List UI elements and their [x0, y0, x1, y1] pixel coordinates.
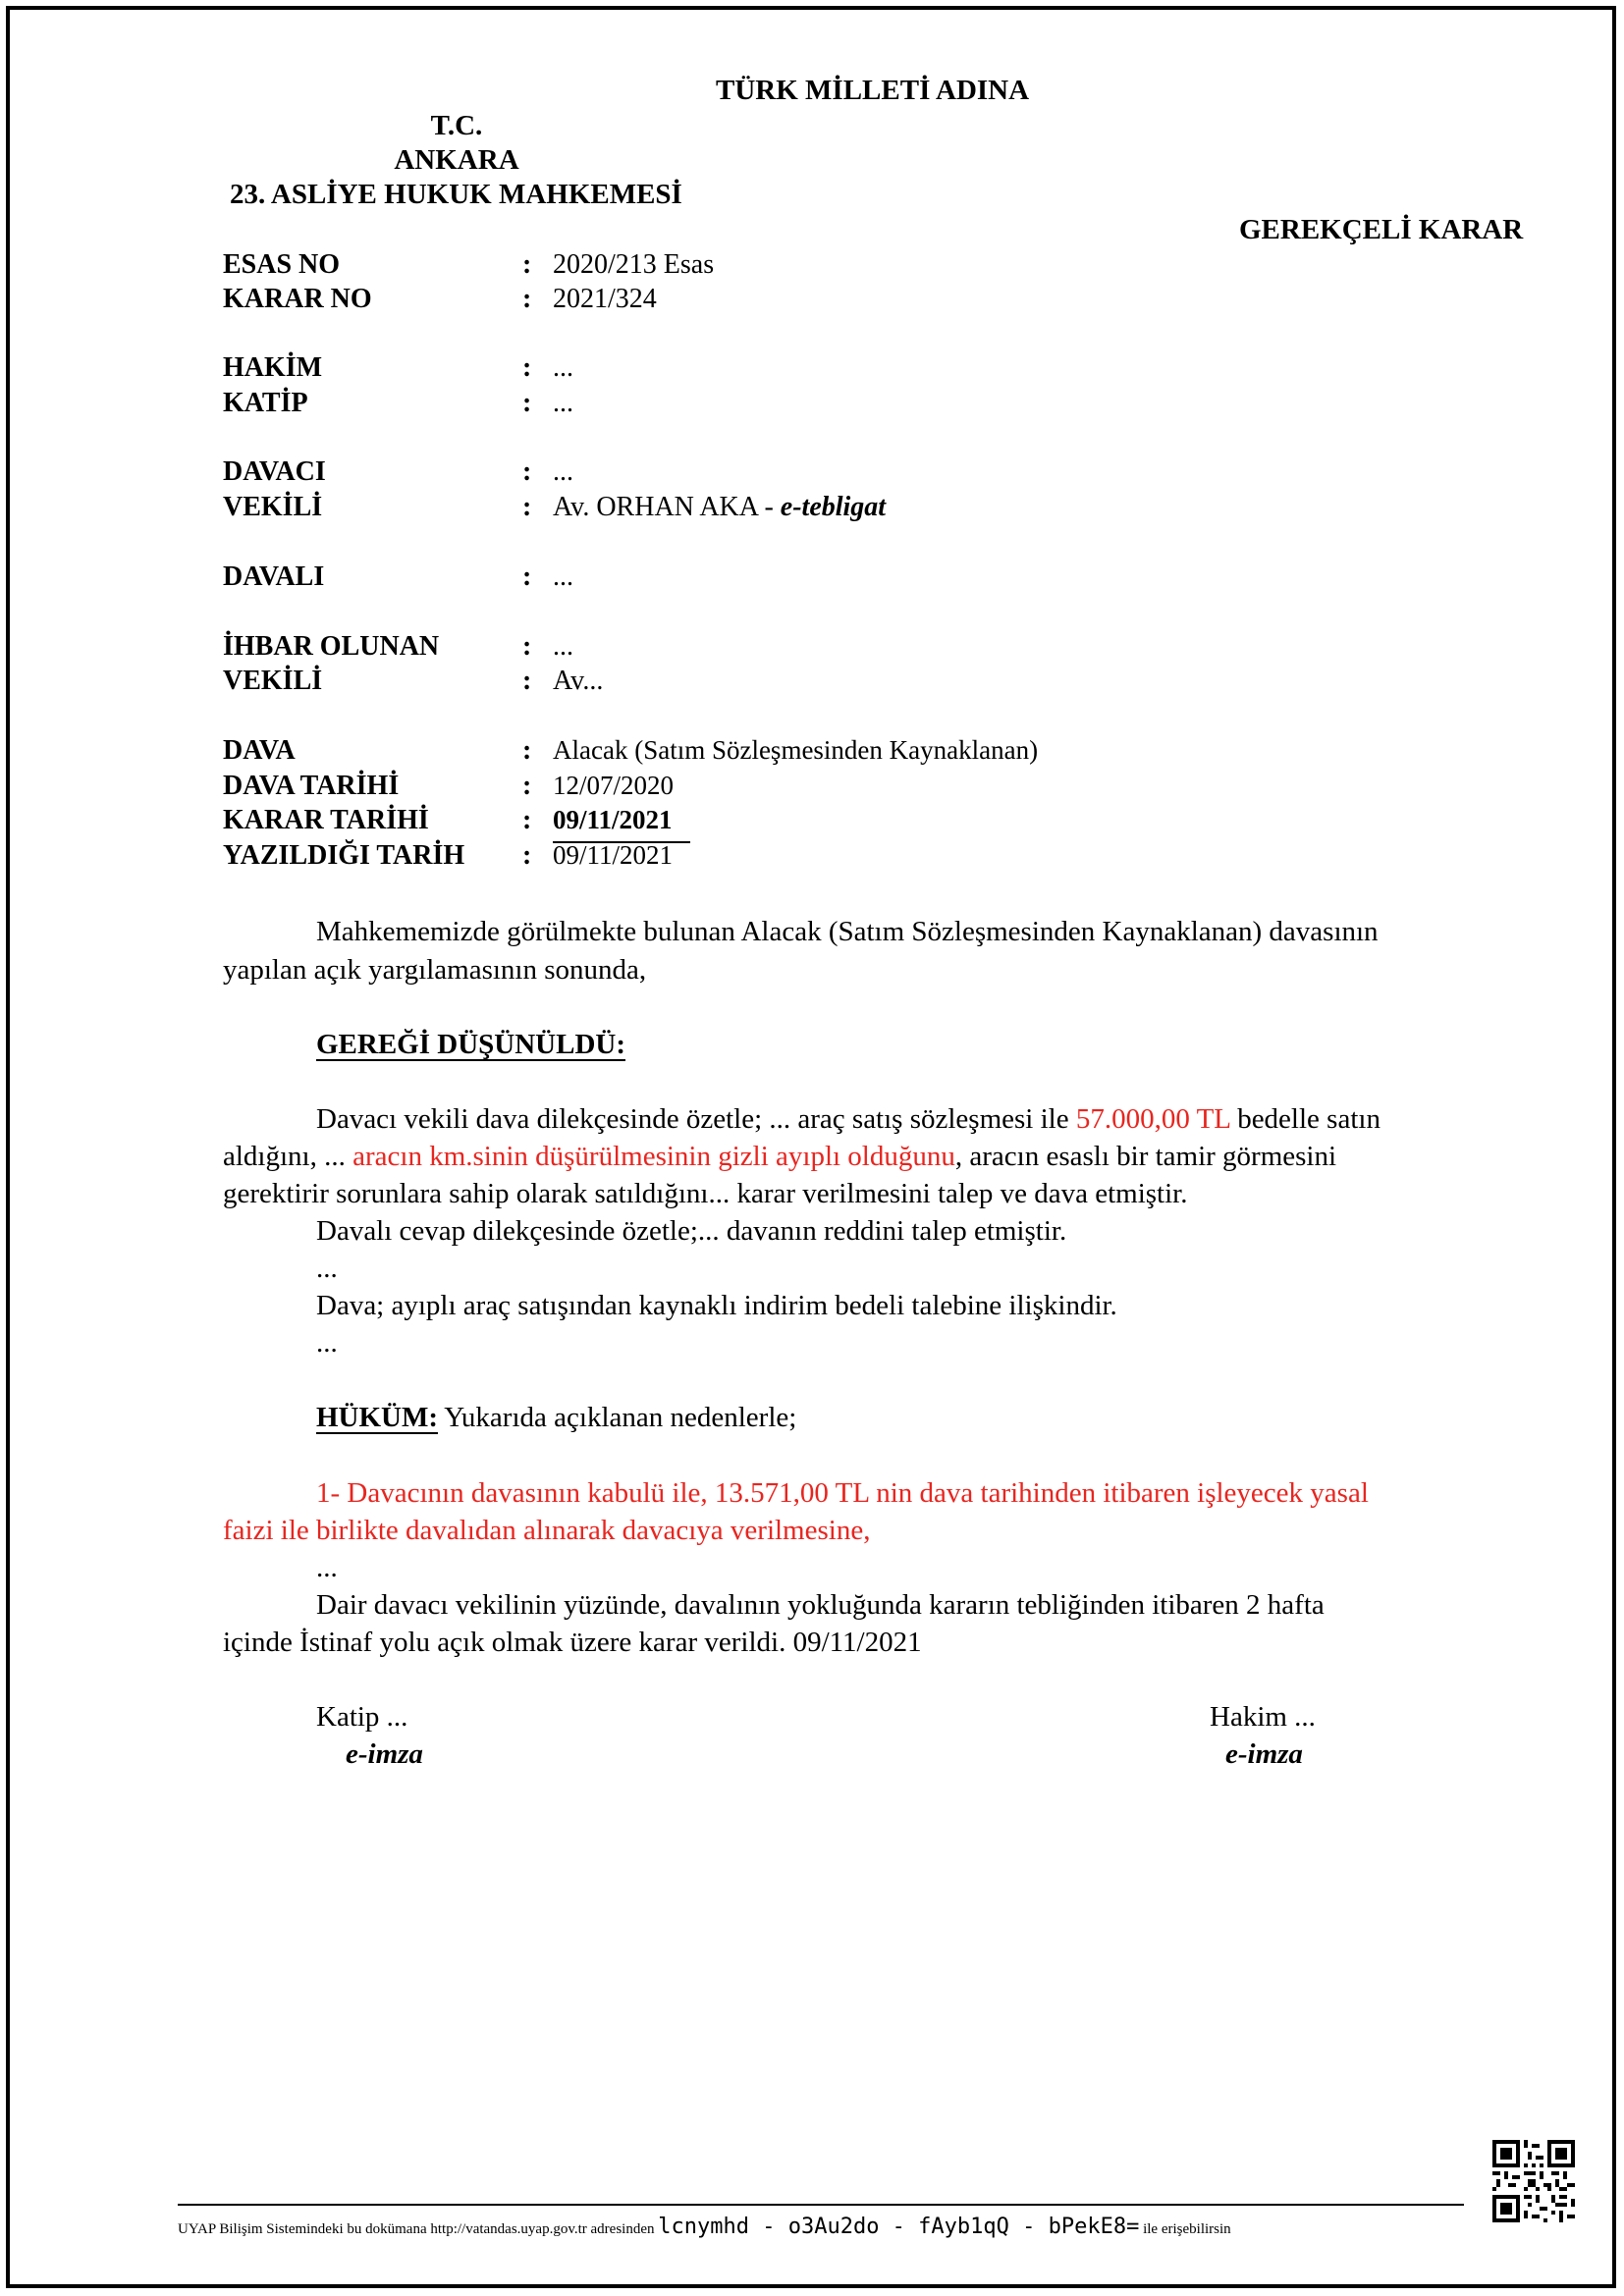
- karar-tarihi-value: 09/11/2021: [553, 805, 673, 834]
- colon: :: [522, 561, 532, 592]
- ellipsis: ...: [316, 1327, 338, 1359]
- ellipsis: ...: [316, 1552, 338, 1583]
- footer-text: UYAP Bilişim Sistemindeki bu dokümana http://vatandas.uyap.gov.tr adresinden: [178, 2221, 659, 2237]
- colon: :: [522, 840, 532, 871]
- footer-text: ile erişebilirsin: [1139, 2221, 1231, 2237]
- claim-line-3: gerektirir sorunlara sahip olarak satıldığını... karar verilmesini talep ve dava etmiştir.: [223, 1178, 1188, 1209]
- colon: :: [522, 805, 532, 835]
- ihbar-olunan-label: İHBAR OLUNAN: [223, 631, 440, 662]
- footer-rule: [178, 2204, 1464, 2206]
- hakim-e-imza: e-imza: [1225, 1738, 1303, 1770]
- court-name: 23. ASLİYE HUKUK MAHKEMESİ: [230, 179, 682, 210]
- davali-label: DAVALI: [223, 561, 325, 592]
- vekili-label: VEKİLİ: [223, 492, 323, 522]
- city-label: ANKARA: [394, 144, 519, 176]
- nation-title: TÜRK MİLLETİ ADINA: [716, 75, 1030, 106]
- yazildigi-tarih-label: YAZILDIĞI TARİH: [223, 840, 465, 871]
- gerei-dusunuldu-heading: GEREĞİ DÜŞÜNÜLDÜ:: [316, 1029, 626, 1060]
- hukum-line: [316, 1402, 796, 1434]
- intro-line-2: yapılan açık yargılamasının sonunda,: [223, 954, 647, 986]
- davaci-label: DAVACI: [223, 456, 326, 487]
- esas-no-label: ESAS NO: [223, 249, 341, 280]
- dava-tarihi-value: 12/07/2020: [553, 771, 675, 800]
- dava-subject-line: Dava; ayıplı araç satışından kaynaklı indirim bedeli talebine ilişkindir.: [316, 1290, 1117, 1321]
- claim-line-1: [316, 1103, 1380, 1136]
- esas-no-value: 2020/213 Esas: [553, 249, 715, 280]
- colon: :: [522, 771, 532, 801]
- text-segment: Yukarıda açıklanan nedenlerle;: [438, 1402, 797, 1433]
- verdict-line-1: 1- Davacının davasının kabulü ile, 13.571,00 TL nin dava tarihinden itibaren işleyecek yasal: [316, 1477, 1369, 1509]
- claim-line-2: [223, 1141, 1525, 1173]
- hakim-label: HAKİM: [223, 352, 323, 383]
- hukum-heading: HÜKÜM:: [316, 1402, 439, 1433]
- closing-line-2: içinde İstinaf yolu açık olmak üzere karar verildi. 09/11/2021: [223, 1627, 922, 1658]
- yazildigi-tarih-value: 09/11/2021: [553, 840, 674, 870]
- text-segment: aldığını, ...: [223, 1141, 353, 1172]
- davali-value: ...: [553, 561, 573, 592]
- dava-value: Alacak (Satım Sözleşmesinden Kaynaklanan): [553, 735, 1039, 765]
- davaci-value: ...: [553, 456, 573, 487]
- tc-label: T.C.: [430, 110, 483, 141]
- katip-value: ...: [553, 388, 573, 418]
- dava-tarihi-label: DAVA TARİHİ: [223, 771, 400, 801]
- karar-tarihi-label: KARAR TARİHİ: [223, 805, 429, 835]
- karar-no-value: 2021/324: [553, 284, 657, 314]
- ellipsis: ...: [316, 1253, 338, 1284]
- intro-line-1: Mahkememizde görülmekte bulunan Alacak (Satım Sözleşmesinden Kaynaklanan) davasının: [316, 916, 1379, 947]
- hakim-signature-name: Hakim ...: [1210, 1701, 1316, 1733]
- colon: :: [522, 492, 532, 522]
- verification-code: lcnymhd - o3Au2do - fAyb1qQ - bPekE8=: [658, 2215, 1140, 2239]
- vekili-label: VEKİLİ: [223, 666, 323, 696]
- footer-verification: [178, 2215, 1231, 2239]
- verdict-line-2: faizi ile birlikte davalıdan alınarak davacıya verilmesine,: [223, 1515, 871, 1546]
- defect-claim: aracın km.sinin düşürülmesinin gizli ayıplı olduğunu: [352, 1141, 955, 1172]
- text-segment: Davacı vekili dava dilekçesinde özetle; ... araç satış sözleşmesi ile: [316, 1103, 1076, 1135]
- vekili-value: Av...: [553, 666, 604, 696]
- colon: :: [522, 388, 532, 418]
- colon: :: [522, 284, 532, 314]
- ihbar-olunan-value: ...: [553, 631, 573, 662]
- claim-amount: 57.000,00 TL: [1075, 1103, 1230, 1135]
- vekili-value: [553, 492, 886, 523]
- karar-no-label: KARAR NO: [223, 284, 372, 314]
- attorney-name: Av. ORHAN AKA -: [553, 492, 781, 522]
- qr-code-icon: [1492, 2140, 1575, 2222]
- colon: :: [522, 352, 532, 383]
- text-segment: bedelle satın: [1229, 1103, 1380, 1135]
- katip-signature-name: Katip ...: [316, 1701, 408, 1733]
- colon: :: [522, 631, 532, 662]
- colon: :: [522, 456, 532, 487]
- e-tebligat-tag: e-tebligat: [780, 492, 887, 522]
- colon: :: [522, 735, 532, 766]
- katip-e-imza: e-imza: [346, 1738, 423, 1770]
- closing-line-1: Dair davacı vekilinin yüzünde, davalının yokluğunda kararın tebliğinden itibaren 2 hafta: [316, 1589, 1325, 1621]
- document-type: GEREKÇELİ KARAR: [1239, 214, 1524, 245]
- dava-label: DAVA: [223, 735, 296, 766]
- text-segment: , aracın esaslı bir tamir görmesini: [954, 1141, 1337, 1172]
- colon: :: [522, 666, 532, 696]
- colon: :: [522, 249, 532, 280]
- katip-label: KATİP: [223, 388, 308, 418]
- defense-line: Davalı cevap dilekçesinde özetle;... davanın reddini talep etmiştir.: [316, 1215, 1067, 1247]
- hakim-value: ...: [553, 352, 573, 383]
